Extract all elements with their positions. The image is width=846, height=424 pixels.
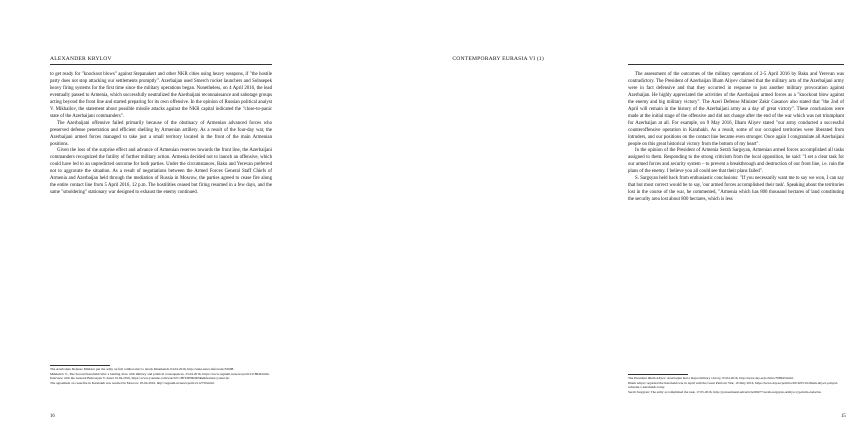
paragraph: The Azerbaijani offensive failed primarily because of the obstinacy of Armenian advanced forces who preserved defense penetration and efficient shelling by Armenian artillery. As a result of the four-day war, the Azerbaijani armed forces managed to take just a small territory located in the front of the main Armenian positions. [50,120,272,147]
footnote-rule [50,365,110,366]
left-page [0,0,300,424]
right-footnotes [628,376,844,394]
footnote: The Azerbaijan Defense Minister put the army on full combat alert to attack Khankendi, 04.04.2016, http://anna-news.info/node/55698. [50,367,235,371]
paragraph: to get ready for "knockout blows" against Stepanakert and other NKR cities using heavy weapons, if "the hostile party does not stop attacking our settlements promptly". Azerbaijan used Smerch rocket launchers and Solnsepek heavy firing systems for the first time since the military operations began. Nonetheless, on 4 April 2016, the lead eventually passed to Armenia, which successfully neutralized the Azerbaijani reconnaissance and sabotage groups acting beyond the front line and started preparing for its own offensive. In the opinion of Russian political analyst V. Mikhailov, the statement about possible missile attacks against the NKR capital indicated the "close-to-panic state of the Azerbaijani commanders". [50,72,272,119]
running-head-journal: CONTEMPORARY EURASIA VI (1) [452,56,544,62]
footnote: The President Ilham Aliyev: Azerbaijan had a major military victory, 03.04.2016, http://news.day.az/politics/768945.html. [628,376,794,380]
footnote: The agreement on ceasefire in Karabakh was reached in Moscow, 05.04.2016, http://regnum.ru/news/polit/2112750.html. [50,380,215,385]
right-body-text [628,72,844,204]
footnote: Interview with the General Bakcasyan V. dated 10.04.2016, https://www.youtube.com/watch?v=HfTdE8KMNkk&feature=youtu.be. [50,376,230,380]
header-rule [50,64,272,65]
paragraph: S. Sargsyan held back from enthusiastic conclusions: "If you necessarily want me to say we won, I can say that but most correct would be to say, 'our armed forces accomplished their task'. Speaking about the territories lost in the course of the war, he commented, "Armenia which has 800 thousand hectares of land constituting the security area lost about 800 hectares, which is less [628,176,844,203]
left-footnotes [50,367,272,385]
left-body-text [50,72,272,197]
paragraph: In the opinion of the President of Armenia Serzh Sargsyan, Armenian armed forces accomplished all tasks assigned to them. Responding to the strong criticism from the local opposition, he said: "I set a clear task for our armed forces and security system – to prevent a breakthrough and destruction of our front line, i.e. ruin the plans of the enemy. I believe you all could see that their plans failed". [628,148,844,175]
header-rule [628,64,844,65]
running-head-author: ALEXANDER KRYLOV [50,56,112,62]
page-number: 16 [50,414,55,419]
footnote: Ilham Aliyev regarded the Karabakh war in April with the Great Patriotic War, 10 May 2016, https://news.day.az/politics/2016/05/10/ilham-aliyev-prinyal-uchastie-v-karabakh-voiny. [628,380,839,389]
footnote: Serzh Sargsyan: The army accomplished the task, 17.05.2016, http://golosarmenii.am/article/69477/serzh-sargsyan-armiya-vypolnila-zadachu. [628,389,822,394]
page-number: 15 [841,414,846,419]
footnote-rule [628,374,688,375]
footnote: Mikhailov V., The Second Karabakh War: a battling draw with military and political consequences, 23.04.2016, https://www.regnum.ru/news/polit/2118840.html. [50,371,270,376]
paragraph: The assessment of the outcomes of the military operations of 2-5 April 2016 by Baku and Yerevan was contradictory. The President of Azerbaijan Ilham Aliyev claimed that the military acts of the Azerbaijani army were in fact defensive and that they occurred in response to just another military provocation against Azerbaijan. He highly appreciated the activities of the Azerbaijani armed forces as a "knockout blow against the enemy and big military victory". The Azeri Defense Minister Zakir Gasanov also stated that "the 2nd of April will remain in the history of the Azerbaijani army as a day of great victory". These conclusions were made at the initial stage of the offensive and did not change after the end of the war which was not triumphant for Azerbaijan at all. For example, on 9 May 2016, Ilham Aliyev stated "our army conducted a successful counteroffensive operation in Karabakh. As a result, some of our occupied territories were liberated from intruders, and our positions on the contact line became even stronger. Once again I congratulate all Azerbaijani people on this great historical victory from the bottom of my heart". [628,72,844,147]
right-page [300,0,846,424]
paragraph: Given the loss of the surprise effect and advance of Armenian reserves towards the front line, the Azerbaijani commanders recognized the futility of further military action. Armenia decided not to launch an offensive, which could have led to an unpredicted outcome for both parties. Under the circumstances, Baku and Yerevan preferred not to aggravate the situation. As a result of negotiations between the Armed Forces General Staff Chiefs of Armenia and Azerbaijan held through the mediation of Russia in Moscow, the parties agreed to cease fire along the entire contact line from 5 April 2016, 12 p.m. The hostilities ceased but firing resumed in a few days, and the same "smoldering" stationary war designed to exhaust the enemy continued. [50,148,272,196]
